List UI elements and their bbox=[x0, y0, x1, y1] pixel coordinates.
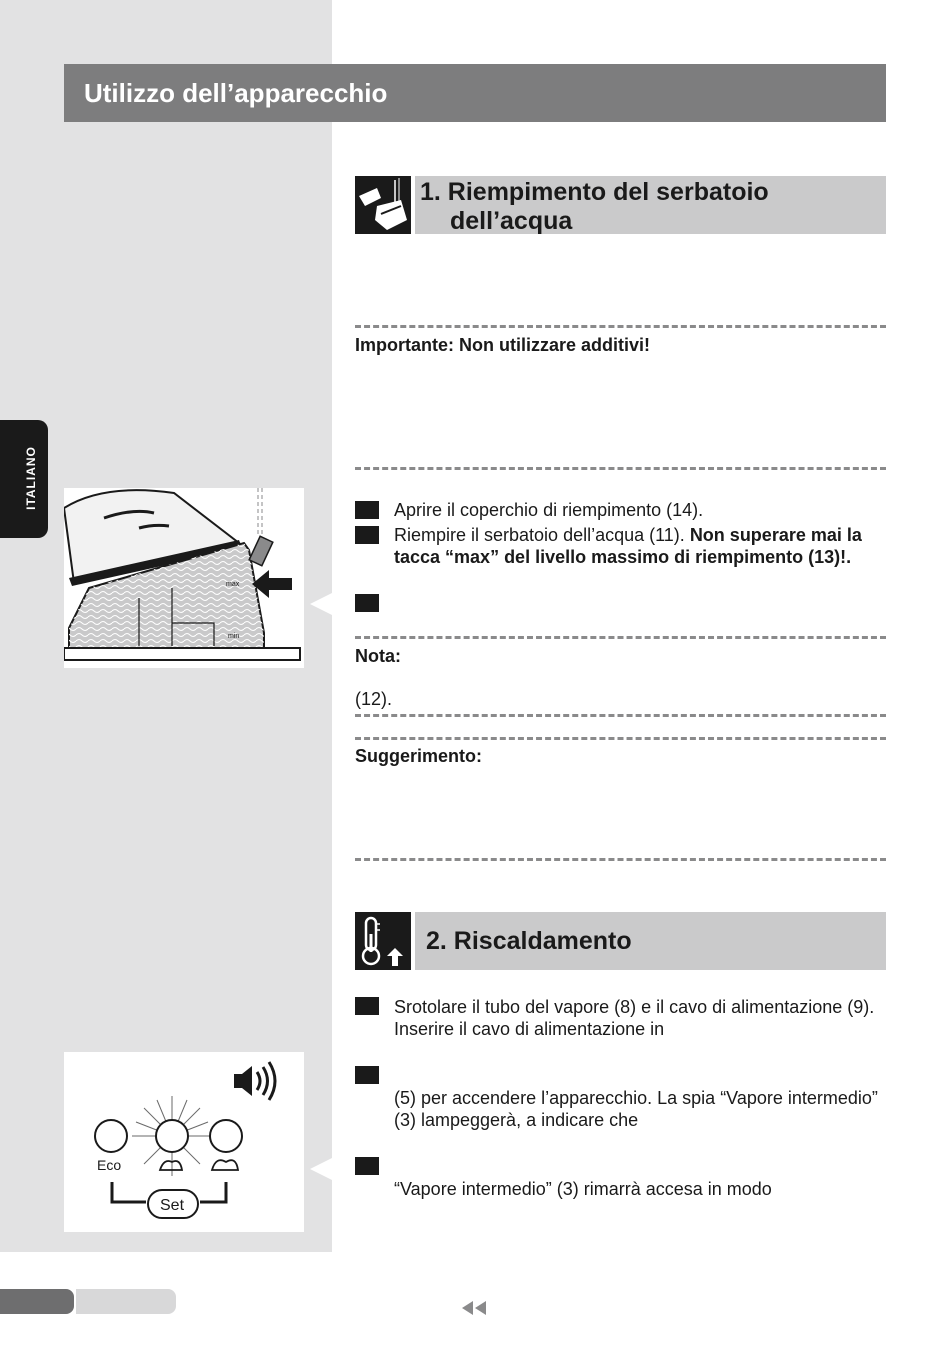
step-fill-2-warning: Non superare mai la tacca “max” del livello massimo di riempimento (13)!. bbox=[394, 525, 862, 567]
language-tab-label: ITALIANO bbox=[24, 446, 38, 510]
note-text: (12). bbox=[355, 689, 393, 709]
section-2-title: 2. Riscaldamento bbox=[426, 927, 632, 955]
step-fill-2-text: Riempire il serbatoio dell’acqua (11). bbox=[394, 525, 690, 545]
divider bbox=[355, 467, 886, 470]
figure-pointer bbox=[310, 593, 332, 615]
thermometer-up-icon bbox=[355, 912, 411, 970]
eco-label: Eco bbox=[97, 1157, 122, 1173]
tip-label: Suggerimento: bbox=[355, 746, 483, 766]
step-heat-3: “Vapore intermedio” (3) rimarrà accesa in modo bbox=[394, 1179, 772, 1199]
step-bullet bbox=[355, 501, 379, 519]
step-bullet bbox=[355, 526, 379, 544]
step-bullet bbox=[355, 1157, 379, 1175]
control-panel-illustration bbox=[64, 1052, 304, 1232]
divider bbox=[355, 858, 886, 861]
important-note: Importante: Non utilizzare additivi! bbox=[355, 335, 651, 355]
divider bbox=[355, 714, 886, 717]
step-fill-2 bbox=[394, 524, 884, 568]
divider bbox=[355, 325, 886, 328]
speaker-icon bbox=[234, 1062, 275, 1100]
step-bullet bbox=[355, 997, 379, 1015]
max-mark-label: max bbox=[226, 581, 240, 588]
set-label: Set bbox=[160, 1197, 185, 1214]
step-bullet bbox=[355, 1066, 379, 1084]
step-bullet bbox=[355, 594, 379, 612]
note-label: Nota: bbox=[355, 646, 401, 666]
section-1-title-continued: dell’acqua bbox=[450, 207, 573, 235]
figure-pointer bbox=[310, 1158, 332, 1180]
step-heat-1: Srotolare il tubo del vapore (8) e il cavo di alimentazione (9). Inserire il cavo di alimentazione in bbox=[394, 997, 875, 1039]
divider bbox=[355, 737, 886, 740]
footer-tab-light bbox=[76, 1289, 176, 1314]
water-tank-illustration bbox=[64, 488, 304, 668]
section-1-title: 1. Riempimento del serbatoio bbox=[420, 178, 769, 206]
water-fill-icon bbox=[355, 176, 411, 234]
divider bbox=[355, 636, 886, 639]
step-heat-2: (5) per accendere l’apparecchio. La spia “Vapore intermedio” (3) lampeggerà, a indicare che bbox=[394, 1088, 878, 1130]
step-fill-1: Aprire il coperchio di riempimento (14). bbox=[394, 500, 704, 520]
previous-page-icon[interactable] bbox=[460, 1300, 488, 1321]
footer-tab-dark bbox=[0, 1289, 74, 1314]
page-title: Utilizzo dell’apparecchio bbox=[84, 78, 388, 108]
min-mark-label: min bbox=[228, 633, 240, 640]
